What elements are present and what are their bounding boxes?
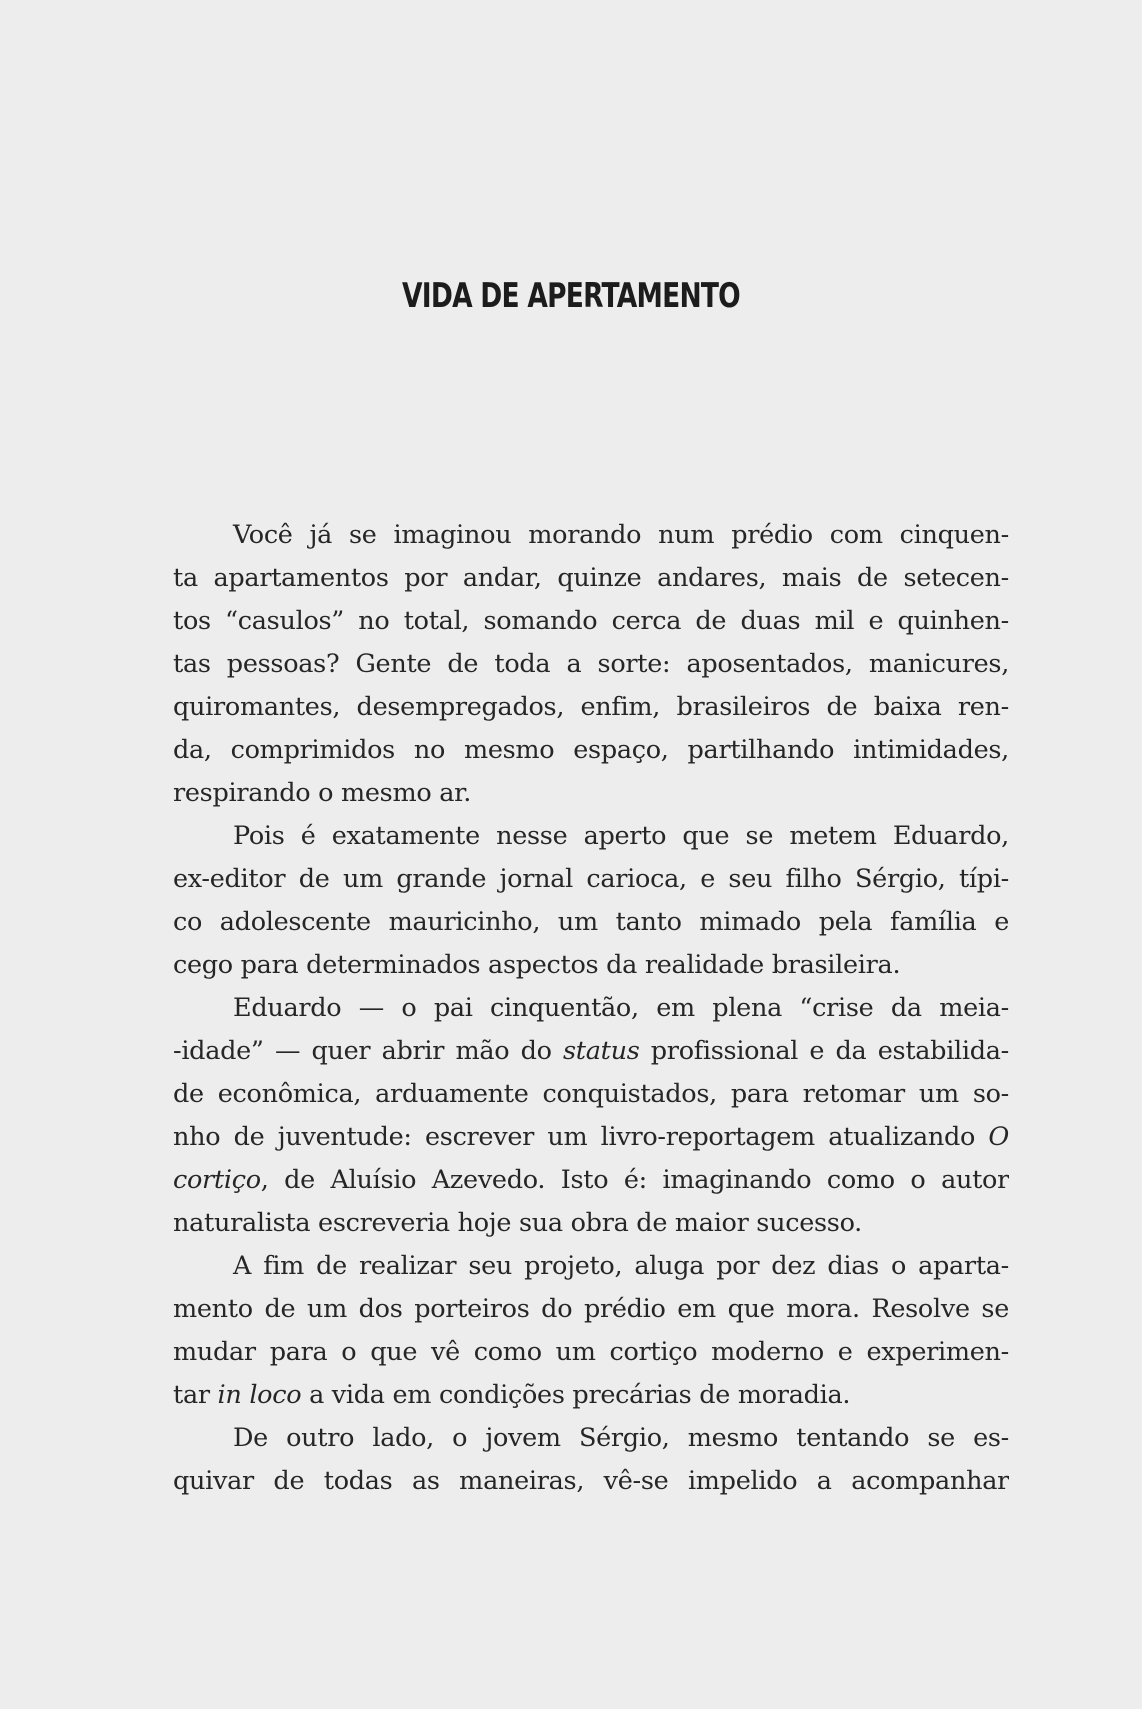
text-line: ex-editor de um grande jornal carioca, e seu filho Sérgio, típi- xyxy=(173,864,1009,894)
text-line: De outro lado, o jovem Sérgio, mesmo tentando se es- xyxy=(233,1423,1009,1453)
italic-term: in loco xyxy=(217,1380,302,1410)
text-line: mudar para o que vê como um cortiço moderno e experimen- xyxy=(173,1337,1009,1367)
italic-term: status xyxy=(562,1036,640,1066)
text-line: tos “casulos” no total, somando cerca de duas mil e quinhen- xyxy=(173,606,1009,636)
italic-term: cortiço xyxy=(173,1165,261,1195)
text-line: Eduardo — o pai cinquentão, em plena “crise da meia- xyxy=(233,993,1009,1023)
text-line: de econômica, arduamente conquistados, para retomar um so- xyxy=(173,1079,1009,1109)
text-line: respirando o mesmo ar. xyxy=(173,778,471,808)
text-line: mento de um dos porteiros do prédio em que mora. Resolve se xyxy=(173,1294,1009,1324)
text-line: Pois é exatamente nesse aperto que se metem Eduardo, xyxy=(233,821,1009,851)
body-text xyxy=(173,514,1009,1503)
text-line: cego para determinados aspectos da realidade brasileira. xyxy=(173,950,901,980)
text-line: cortiço, de Aluísio Azevedo. Isto é: imaginando como o autor xyxy=(173,1165,1009,1195)
italic-term: O xyxy=(988,1122,1009,1152)
text-line: da, comprimidos no mesmo espaço, partilhando intimidades, xyxy=(173,735,1009,765)
text-line: nho de juventude: escrever um livro-reportagem atualizando O xyxy=(173,1122,1009,1152)
text-line: tar in loco a vida em condições precárias de moradia. xyxy=(173,1380,851,1410)
text-line: co adolescente mauricinho, um tanto mimado pela família e xyxy=(173,907,1009,937)
text-line: -idade” — quer abrir mão do status profissional e da estabilida- xyxy=(173,1036,1009,1066)
text-line: quiromantes, desempregados, enfim, brasileiros de baixa ren- xyxy=(173,692,1009,722)
text-line: quivar de todas as maneiras, vê-se impelido a acompanhar xyxy=(173,1466,1009,1496)
text-line: ta apartamentos por andar, quinze andares, mais de setecen- xyxy=(173,563,1009,593)
text-line: naturalista escreveria hoje sua obra de maior sucesso. xyxy=(173,1208,862,1238)
text-line: A fim de realizar seu projeto, aluga por dez dias o aparta- xyxy=(233,1251,1009,1281)
chapter-title: VIDA DE APERTAMENTO xyxy=(402,276,740,316)
text-line: tas pessoas? Gente de toda a sorte: aposentados, manicures, xyxy=(173,649,1009,679)
text-line: Você já se imaginou morando num prédio com cinquen- xyxy=(233,520,1009,550)
